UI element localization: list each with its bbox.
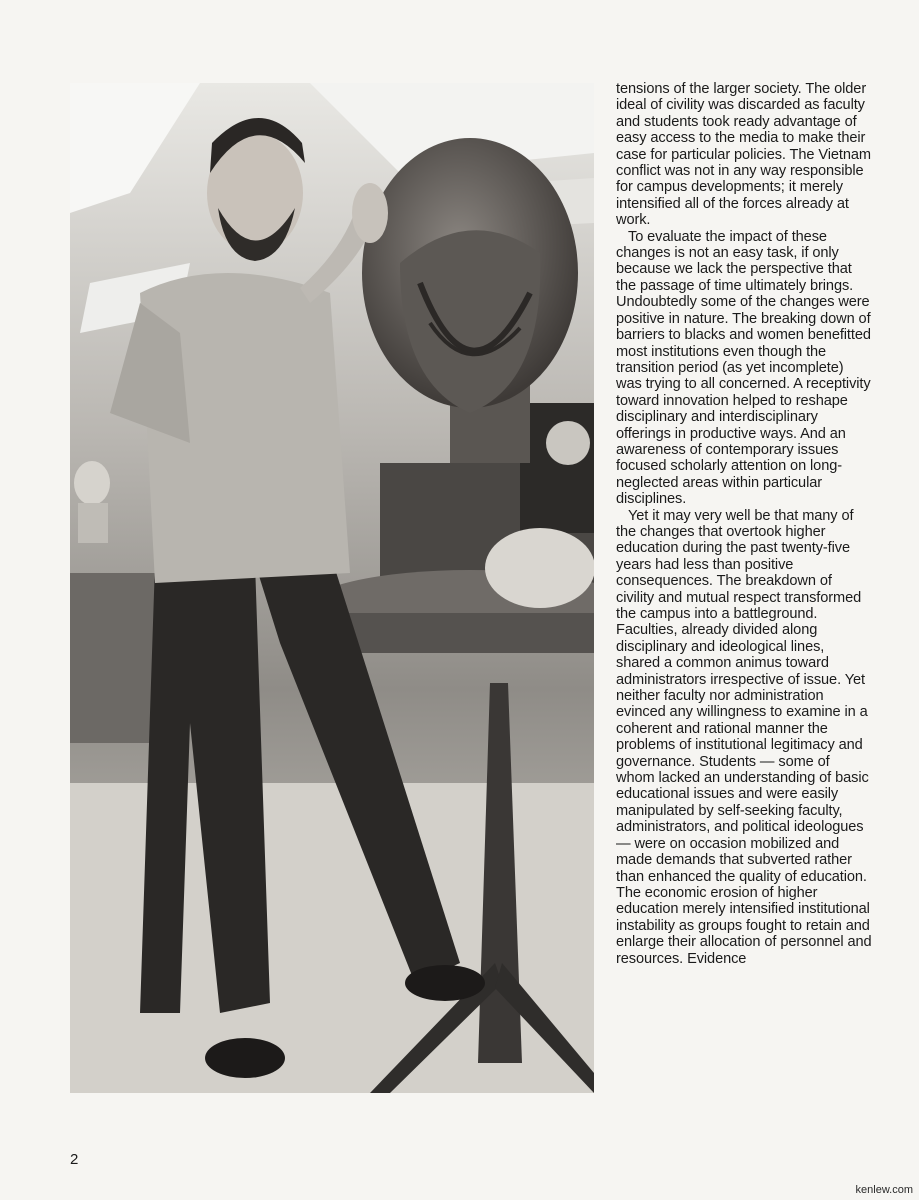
article-paragraph: To evaluate the impact of these changes is not an easy task, if only because we lack the perspective that the passage of time ultimately brings. Undoubtedly some of the changes were positive in nature. The breaking down of barriers to blacks and women benefitted most institutions even though the transition period (as yet incomplete) was trying to all concerned. A receptivity toward innovation helped to reshape disciplinary and interdisciplinary offerings in productive ways. And an awareness of contemporary issues focused scholarly attention on long-neglected areas within particular disciplines. [616,228,871,508]
sculptor-illustration [70,83,594,1093]
sculptor-photo [70,83,594,1093]
page-number: 2 [70,1151,79,1168]
site-credit: kenlew.com [855,1184,913,1196]
article-paragraph: tensions of the larger society. The older ideal of civility was discarded as faculty and students took ready advantage of easy access to the media to make their case for particular policies. The Vietnam conflict was not in any way responsible for campus developments; it merely intensified all of the forces already at work. [616,81,871,229]
article-column [616,81,872,967]
article-paragraph: Yet it may very well be that many of the changes that overtook higher education during the past twenty-five years had less than positive consequences. The breakdown of civility and mutual respect transformed the campus into a battleground. Faculties, already divided along disciplinary and ideological lines, shared a common animus toward administrators irrespective of issue. Yet neither faculty nor administration evinced any willingness to examine in a coherent and rational manner the problems of institutional legitimacy and governance. Students — some of whom lacked an understanding of basic educational issues and were easily manipulated by self-seeking faculty, administrators, and political ideologues — were on occasion mobilized and made demands that subverted rather than enhanced the quality of education. The economic erosion of higher education merely intensified institutional instability as groups fought to retain and enlarge their allocation of personnel and resources. Evidence [616,507,872,967]
